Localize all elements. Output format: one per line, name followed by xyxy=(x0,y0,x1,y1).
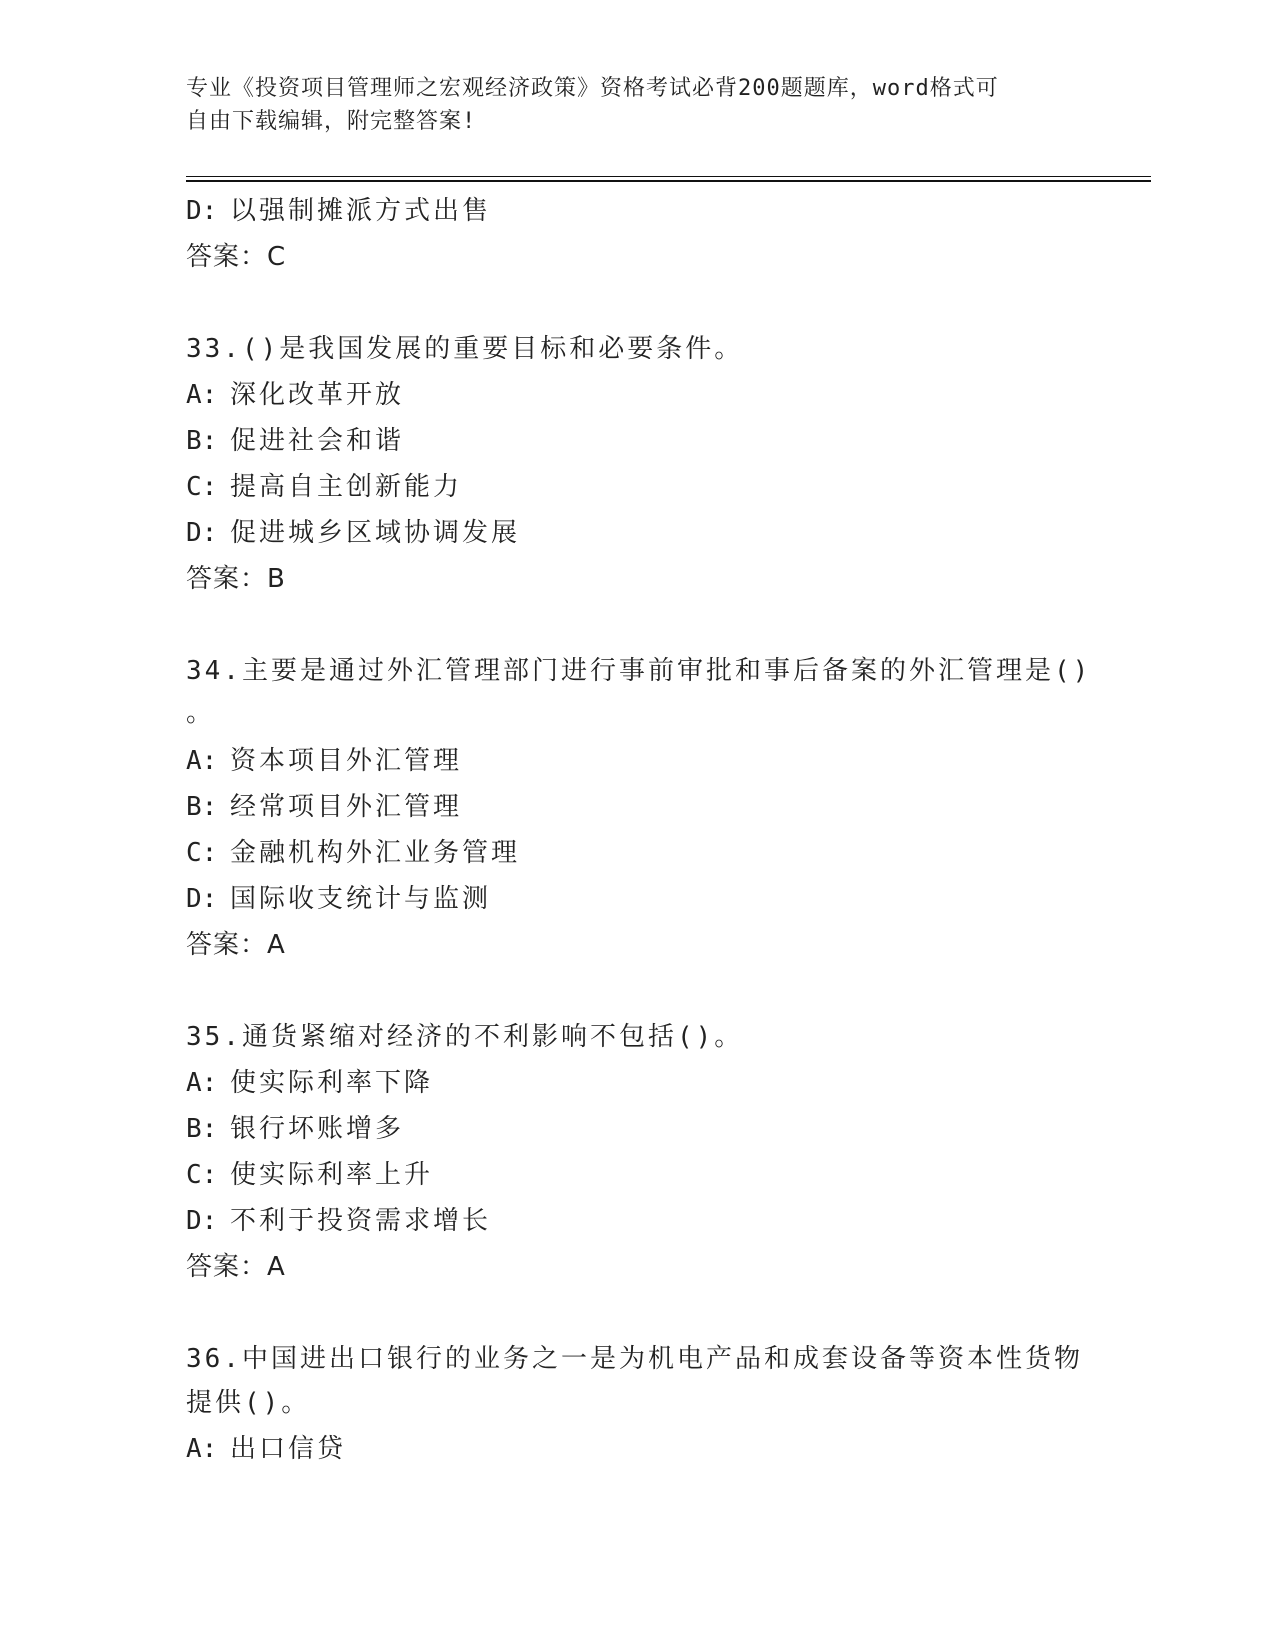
question-33-option-c xyxy=(186,470,462,504)
question-34-option-b xyxy=(186,790,462,824)
option-text: 提高自主创新能力 xyxy=(230,472,463,502)
question-35-option-d xyxy=(186,1204,491,1238)
question-36-stem-line-1: 36.中国进出口银行的业务之一是为机电产品和成套设备等资本性货物 xyxy=(186,1344,1083,1374)
question-36-option-a xyxy=(186,1432,346,1466)
question-33-option-b xyxy=(186,424,404,458)
option-text: 国际收支统计与监测 xyxy=(230,884,492,914)
question-33-stem: 33.()是我国发展的重要目标和必要条件。 xyxy=(186,334,744,364)
question-33-option-d xyxy=(186,516,520,550)
option-label: B: xyxy=(186,1114,218,1144)
question-35-option-c xyxy=(186,1158,433,1192)
option-text: 促进城乡区域协调发展 xyxy=(230,518,521,548)
question-35-stem: 35.通货紧缩对经济的不利影响不包括()。 xyxy=(186,1022,744,1052)
question-35-option-b xyxy=(186,1112,404,1146)
header-line-2: 自由下载编辑，附完整答案! xyxy=(186,109,477,134)
question-35-option-a xyxy=(186,1066,433,1100)
option-label: D: xyxy=(186,1206,218,1236)
document-header xyxy=(186,72,1066,138)
question-36-stem-line-2: 提供()。 xyxy=(186,1388,311,1418)
option-text: 使实际利率下降 xyxy=(230,1068,434,1098)
option-label: A: xyxy=(186,380,218,410)
header-divider-thin xyxy=(186,176,1151,177)
question-35-answer: 答案：A xyxy=(186,1252,286,1282)
option-text: 促进社会和谐 xyxy=(230,426,405,456)
option-text: 金融机构外汇业务管理 xyxy=(230,838,521,868)
question-34-stem-line-1: 34.主要是通过外汇管理部门进行事前审批和事后备案的外汇管理是() xyxy=(186,656,1092,686)
option-label: A: xyxy=(186,1434,218,1464)
question-34-stem-line-2: 。 xyxy=(186,698,216,728)
option-text: 不利于投资需求增长 xyxy=(230,1206,492,1236)
option-text: 出口信贷 xyxy=(230,1434,347,1464)
question-34-option-a xyxy=(186,744,462,778)
prev-option-d xyxy=(186,194,491,228)
question-34-option-d xyxy=(186,882,491,916)
question-34-option-c xyxy=(186,836,520,870)
option-label: D: xyxy=(186,518,218,548)
option-text: 使实际利率上升 xyxy=(230,1160,434,1190)
question-33-answer: 答案：B xyxy=(186,564,286,594)
option-text: 深化改革开放 xyxy=(230,380,405,410)
header-divider-thick xyxy=(186,180,1151,182)
option-label: D: xyxy=(186,884,218,914)
option-text: 经常项目外汇管理 xyxy=(230,792,463,822)
question-33-option-a xyxy=(186,378,404,412)
option-label: C: xyxy=(186,472,218,502)
option-label: A: xyxy=(186,1068,218,1098)
question-34-answer: 答案：A xyxy=(186,930,286,960)
prev-answer: 答案：C xyxy=(186,242,287,272)
option-text: 资本项目外汇管理 xyxy=(230,746,463,776)
option-text: 以强制摊派方式出售 xyxy=(230,196,492,226)
option-label: D: xyxy=(186,196,218,226)
option-label: B: xyxy=(186,426,218,456)
option-text: 银行坏账增多 xyxy=(230,1114,405,1144)
option-label: B: xyxy=(186,792,218,822)
option-label: C: xyxy=(186,838,218,868)
header-line-1: 专业《投资项目管理师之宏观经济政策》资格考试必背200题题库，word格式可 xyxy=(186,76,999,101)
option-label: A: xyxy=(186,746,218,776)
option-label: C: xyxy=(186,1160,218,1190)
